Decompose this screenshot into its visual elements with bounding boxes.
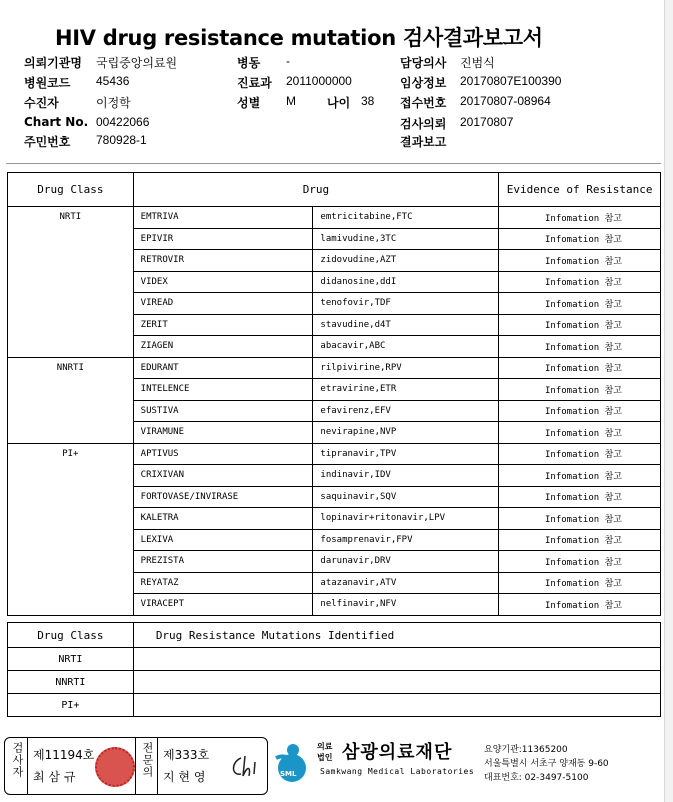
divider	[157, 738, 158, 794]
divider	[135, 738, 136, 794]
header-value: 진범식	[460, 56, 495, 70]
generic-name-cell: zidovudine,AZT	[313, 250, 499, 272]
table-row	[8, 671, 661, 694]
specialist-name: 지 현 영	[163, 770, 206, 784]
generic-name-cell: lamivudine,3TC	[313, 228, 499, 250]
evidence-cell: Infomation 참고	[499, 572, 661, 594]
tester-label: 검사자	[11, 742, 24, 778]
org-type: 의료법인	[317, 742, 333, 762]
brand-name-cell: PREZISTA	[133, 551, 313, 573]
header-value: 20170807E100390	[460, 74, 562, 88]
evidence-cell: Infomation 참고	[499, 529, 661, 551]
header-label: 접수번호	[400, 96, 447, 110]
evidence-cell: Infomation 참고	[499, 250, 661, 272]
tester-name: 최 삼 규	[33, 770, 76, 784]
generic-name-cell: darunavir,DRV	[313, 551, 499, 573]
drug-class-cell: PI+	[8, 443, 134, 615]
header-label: 검사의뢰	[400, 117, 447, 131]
brand-name-cell: VIRACEPT	[133, 594, 313, 616]
header-label: 진료과	[237, 76, 272, 90]
evidence-cell: Infomation 참고	[499, 293, 661, 315]
evidence-cell: Infomation 참고	[499, 379, 661, 401]
generic-name-cell: nelfinavir,NFV	[313, 594, 499, 616]
header-value: 780928-1	[96, 133, 147, 147]
sml-logo-icon	[272, 740, 312, 790]
brand-name-cell: SUSTIVA	[133, 400, 313, 422]
table-row	[8, 357, 661, 379]
org-english-name: Samkwang Medical Laboratories	[320, 767, 475, 776]
evidence-cell: Infomation 참고	[499, 357, 661, 379]
brand-name-cell: REYATAZ	[133, 572, 313, 594]
brand-name-cell: ZIAGEN	[133, 336, 313, 358]
evidence-cell: Infomation 참고	[499, 508, 661, 530]
column-header-mutations: Drug Resistance Mutations Identified	[133, 623, 660, 648]
institution-code: 요양기관:11365200	[484, 745, 568, 755]
generic-name-cell: lopinavir+ritonavir,LPV	[313, 508, 499, 530]
header-label: Chart No.	[24, 115, 89, 129]
header-label: 담당의사	[400, 56, 447, 70]
brand-name-cell: FORTOVASE/INVIRASE	[133, 486, 313, 508]
header-value: M	[286, 94, 296, 108]
lab-footer	[272, 738, 667, 796]
tester-license: 제11194호	[33, 748, 95, 762]
mutations-cell	[133, 648, 660, 671]
signature-image	[227, 752, 263, 782]
generic-name-cell: emtricitabine,FTC	[313, 207, 499, 229]
specialist-label: 전문의	[141, 742, 154, 778]
evidence-cell: Infomation 참고	[499, 336, 661, 358]
specialist-license: 제333호	[163, 748, 210, 762]
brand-name-cell: EDURANT	[133, 357, 313, 379]
brand-name-cell: CRIXIVAN	[133, 465, 313, 487]
seal-stamp	[95, 747, 135, 787]
table-row	[8, 648, 661, 671]
generic-name-cell: atazanavir,ATV	[313, 572, 499, 594]
brand-name-cell: KALETRA	[133, 508, 313, 530]
brand-name-cell: VIREAD	[133, 293, 313, 315]
generic-name-cell: efavirenz,EFV	[313, 400, 499, 422]
header-label: 주민번호	[24, 135, 71, 149]
evidence-cell: Infomation 참고	[499, 271, 661, 293]
mutations-cell	[133, 671, 660, 694]
drug-class-cell: NNRTI	[8, 357, 134, 443]
brand-name-cell: ZERIT	[133, 314, 313, 336]
drug-class-cell: NRTI	[8, 207, 134, 358]
evidence-cell: Infomation 참고	[499, 443, 661, 465]
brand-name-cell: RETROVIR	[133, 250, 313, 272]
header-label: 임상정보	[400, 76, 447, 90]
brand-name-cell: VIDEX	[133, 271, 313, 293]
evidence-cell: Infomation 참고	[499, 422, 661, 444]
evidence-cell: Infomation 참고	[499, 400, 661, 422]
table-row	[8, 207, 661, 229]
divider	[27, 738, 28, 794]
generic-name-cell: didanosine,ddI	[313, 271, 499, 293]
mutation-table	[7, 622, 661, 717]
evidence-cell: Infomation 참고	[499, 465, 661, 487]
header-value: 2011000000	[286, 74, 352, 88]
evidence-cell: Infomation 참고	[499, 594, 661, 616]
generic-name-cell: tenofovir,TDF	[313, 293, 499, 315]
generic-name-cell: saquinavir,SQV	[313, 486, 499, 508]
resistance-table	[7, 172, 661, 616]
header-value: 국립중앙의료원	[96, 56, 178, 70]
generic-name-cell: abacavir,ABC	[313, 336, 499, 358]
brand-name-cell: VIRAMUNE	[133, 422, 313, 444]
header-value: 38	[361, 94, 375, 108]
report-header	[0, 54, 673, 154]
header-label: 의뢰기관명	[24, 56, 82, 70]
generic-name-cell: rilpivirine,RPV	[313, 357, 499, 379]
header-label: 결과보고	[400, 135, 447, 149]
mutations-cell	[133, 694, 660, 717]
header-value: 이정학	[96, 96, 131, 110]
header-value: 00422066	[96, 115, 150, 129]
brand-name-cell: EMTRIVA	[133, 207, 313, 229]
table-row	[8, 694, 661, 717]
brand-name-cell: LEXIVA	[133, 529, 313, 551]
evidence-cell: Infomation 참고	[499, 228, 661, 250]
column-header-drug-class: Drug Class	[8, 173, 134, 207]
lab-address: 서울특별시 서초구 양재동 9-60	[484, 759, 609, 769]
drug-class-cell: PI+	[8, 694, 134, 717]
header-value: 45436	[96, 74, 130, 88]
table-row	[8, 443, 661, 465]
brand-name-cell: EPIVIR	[133, 228, 313, 250]
header-value: -	[286, 54, 290, 68]
lab-phone: 대표번호: 02-3497-5100	[484, 773, 589, 783]
divider	[6, 163, 661, 164]
header-label: 나이	[327, 96, 351, 110]
generic-name-cell: etravirine,ETR	[313, 379, 499, 401]
column-header-drug-class: Drug Class	[8, 623, 134, 648]
generic-name-cell: fosamprenavir,FPV	[313, 529, 499, 551]
signature-box	[4, 737, 268, 795]
generic-name-cell: indinavir,IDV	[313, 465, 499, 487]
header-label: 성별	[237, 96, 261, 110]
header-value: 20170807-08964	[460, 94, 551, 108]
header-label: 병원코드	[24, 76, 71, 90]
header-label: 수진자	[24, 96, 59, 110]
drug-class-cell: NRTI	[8, 648, 134, 671]
evidence-cell: Infomation 참고	[499, 207, 661, 229]
brand-name-cell: APTIVUS	[133, 443, 313, 465]
header-value: 20170807	[460, 115, 514, 129]
evidence-cell: Infomation 참고	[499, 486, 661, 508]
report-title: HIV drug resistance mutation 검사결과보고서	[55, 26, 543, 50]
evidence-cell: Infomation 참고	[499, 551, 661, 573]
generic-name-cell: nevirapine,NVP	[313, 422, 499, 444]
generic-name-cell: tipranavir,TPV	[313, 443, 499, 465]
column-header-evidence: Evidence of Resistance	[499, 173, 661, 207]
generic-name-cell: stavudine,d4T	[313, 314, 499, 336]
drug-class-cell: NNRTI	[8, 671, 134, 694]
header-label: 병동	[237, 56, 261, 70]
org-name: 삼광의료재단	[342, 742, 453, 763]
column-header-drug: Drug	[133, 173, 499, 207]
logo-text: SML	[280, 770, 297, 778]
evidence-cell: Infomation 참고	[499, 314, 661, 336]
brand-name-cell: INTELENCE	[133, 379, 313, 401]
